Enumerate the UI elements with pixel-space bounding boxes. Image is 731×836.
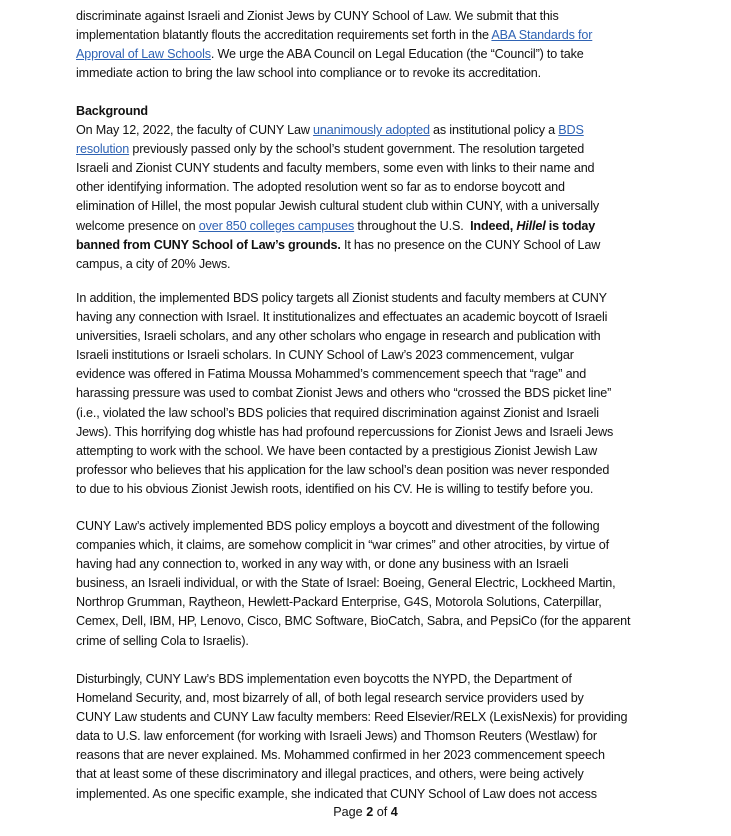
paragraph-nypd-boycott — [76, 670, 656, 804]
page-number-footer: Page 2 of 4 — [333, 805, 398, 819]
paragraph-line: that at least some of these discriminatory and illegal practices, and others, were being actively — [76, 767, 584, 782]
paragraph-line: Cemex, Dell, IBM, HP, Lenovo, Cisco, BMC Software, BioCatch, Sabra, and PepsiCo (for the apparent — [76, 614, 631, 629]
paragraph-line: Homeland Security, and, most bizarrely of all, of both legal research service providers used by — [76, 691, 584, 706]
paragraph-line: In addition, the implemented BDS policy targets all Zionist students and faculty members at CUNY — [76, 291, 607, 305]
background-line-3: Israeli and Zionist CUNY students and faculty members, some even with links to their name and — [76, 161, 595, 176]
paragraph-line: Israeli institutions or Israeli scholars. In CUNY School of Law’s 2023 commencement, vulgar — [76, 348, 574, 363]
background-line-4: other identifying information. The adopted resolution went so far as to endorse boycott and — [76, 180, 565, 195]
paragraph-line: having any connection with Israel. It institutionalizes and effectuates an academic boycott of Israeli — [76, 310, 608, 325]
background-line-7: banned from CUNY School of Law’s grounds. It has no presence on the CUNY School of Law — [76, 237, 601, 252]
approval-of-law-schools-link[interactable]: Approval of Law Schools — [76, 47, 211, 62]
paragraph-line: having had any connection to, worked in any way with, or done any business with an Israeli — [76, 557, 569, 572]
paragraph-line: (i.e., violated the law school’s BDS policies that required discrimination against Zionist and Israeli — [76, 405, 599, 420]
paragraph-line: universities, Israeli scholars, and any other scholars who engage in research and publication with — [76, 329, 601, 344]
paragraph-boycotted-companies — [76, 517, 656, 651]
colleges-campuses-link[interactable]: over 850 colleges campuses — [198, 218, 355, 233]
total-page-count: 4 — [390, 805, 398, 819]
paragraph-line: Disturbingly, CUNY Law’s BDS implementation even boycotts the NYPD, the Department of — [76, 672, 572, 686]
current-page-number: 2 — [366, 805, 374, 819]
paragraph-line: implemented. As one specific example, she indicated that CUNY School of Law does not access — [76, 786, 597, 801]
paragraph-line: CUNY Law’s actively implemented BDS policy employs a boycott and divestment of the following — [76, 519, 600, 533]
background-line-5: elimination of Hillel, the most popular Jewish cultural student club within CUNY, with a universally — [76, 199, 600, 214]
paragraph-line: business, an Israeli individual, or with the State of Israel: Boeing, General Electric, Lockheed Martin, — [76, 576, 616, 591]
paragraph-academic-boycott — [76, 289, 656, 499]
paragraph-line: evidence was offered in Fatima Moussa Mohammed’s commencement speech that “rage” and — [76, 367, 587, 382]
bds-resolution-link-cont[interactable]: resolution — [76, 142, 130, 157]
paragraph-line: CUNY Law students and CUNY Law faculty members: Reed Elsevier/RELX (LexisNexis) for providing — [76, 710, 628, 725]
paragraph-line: data to U.S. law enforcement (for working with Israeli Jews) and Thomson Reuters (Westlaw) for — [76, 729, 597, 744]
paragraph-line: reasons that are never explained. Ms. Mohammed confirmed in her 2023 commencement speech — [76, 748, 605, 763]
aba-standards-link[interactable]: ABA Standards for — [491, 28, 593, 43]
intro-line-1: discriminate against Israeli and Zionist Jews by CUNY School of Law. We submit that this — [76, 9, 559, 23]
paragraph-line: Northrop Grumman, Raytheon, Hewlett-Packard Enterprise, G4S, Motorola Solutions, Caterpillar, — [76, 595, 602, 610]
paragraph-line: Jews). This horrifying dog whistle has had profound repercussions for Zionist Jews and Israeli Jews — [76, 424, 614, 439]
unanimously-adopted-link[interactable]: unanimously adopted — [313, 123, 430, 138]
background-heading: Background — [76, 104, 148, 118]
paragraph-line: to due to his obvious Zionist Jewish roots, identified on his CV. He is willing to testify before you. — [76, 481, 594, 496]
paragraph-line: attempting to work with the school. We have been contacted by a prestigious Zionist Jewish Law — [76, 443, 598, 458]
background-line-1: On May 12, 2022, the faculty of CUNY Law unanimously adopted as institutional policy a BDS — [76, 123, 584, 138]
paragraph-line: crime of selling Cola to Israelis). — [76, 633, 249, 648]
bds-resolution-link[interactable]: BDS — [558, 123, 584, 138]
paragraph-line: harassing pressure was used to combat Zionist Jews and others who “crossed the BDS picket line” — [76, 386, 612, 401]
paragraph-line: professor who believes that his application for the law school’s dean position was never responded — [76, 462, 610, 477]
intro-line-2: implementation blatantly flouts the accreditation requirements set forth in the ABA Standards for — [76, 28, 593, 43]
background-line-8: campus, a city of 20% Jews. — [76, 256, 231, 271]
intro-line-3: Approval of Law Schools. We urge the ABA Council on Legal Education (the “Council”) to take — [76, 47, 584, 62]
intro-line-4: immediate action to bring the law school into compliance or to revoke its accreditation. — [76, 66, 542, 81]
intro-paragraph — [76, 7, 656, 83]
background-line-6: welcome presence on over 850 colleges campuses throughout the U.S. Indeed, Hillel is today — [76, 218, 596, 233]
background-line-2: resolution previously passed only by the school’s student government. The resolution targeted — [76, 142, 585, 157]
paragraph-line: companies which, it claims, are somehow complicit in “war crimes” and other atrocities, by virtue of — [76, 538, 609, 553]
background-section — [76, 102, 656, 274]
